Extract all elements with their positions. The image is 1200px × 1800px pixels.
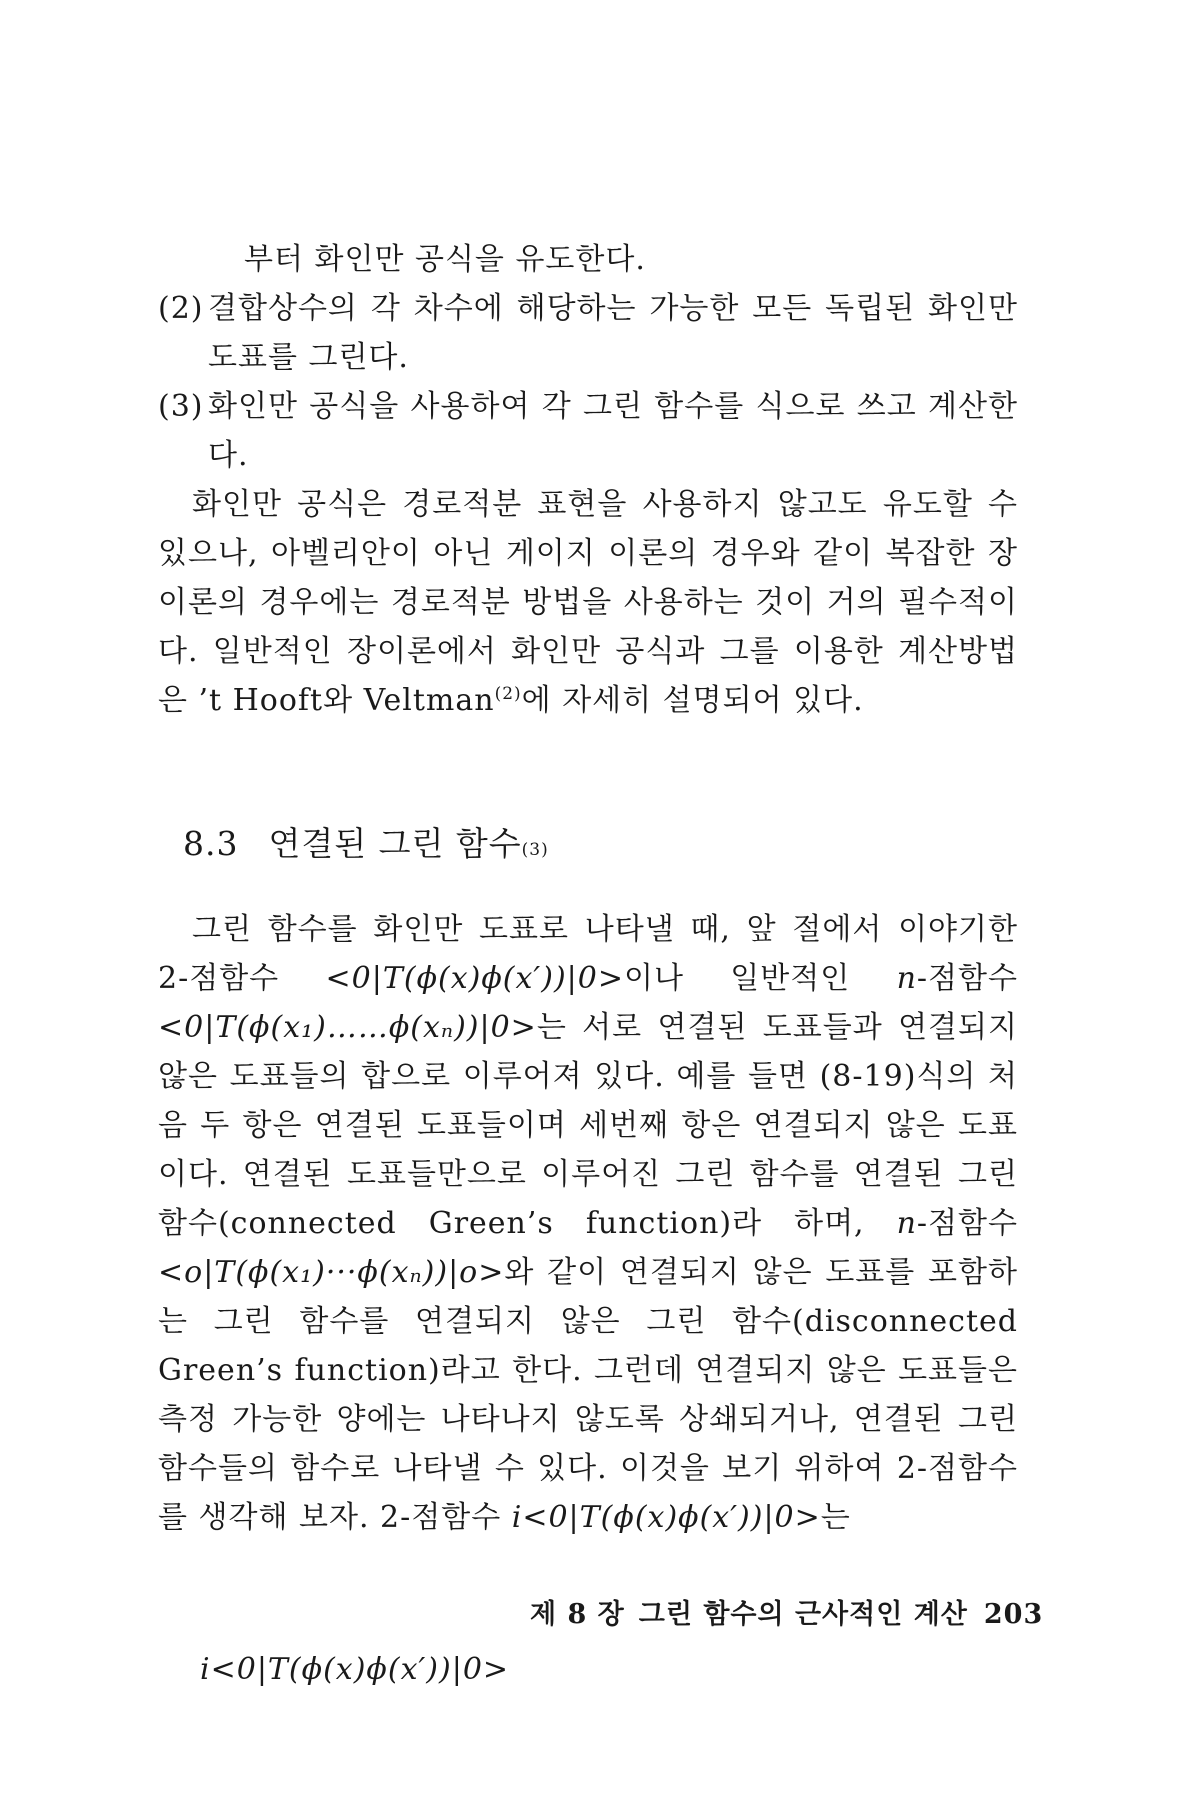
paragraph-connected-green-function (158, 905, 1018, 1542)
page-footer (530, 1592, 1044, 1631)
list-item-number: (2) (158, 291, 204, 326)
math-expression: <0|T(ϕ(x)ϕ(x′))|0> (325, 961, 624, 996)
list-item-text: 화인만 공식을 사용하여 각 그린 함수를 식으로 쓰고 계산한다. (208, 389, 1018, 473)
text-run: -점함수 (916, 961, 1018, 996)
numbered-list (158, 235, 1018, 480)
text-run: 그린 함수를 화인만 도표로 나타낼 때, 앞 절에서 이야기한 2-점함수 (158, 912, 1018, 996)
section-title: 연결된 그린 함수 (268, 824, 522, 863)
text-run: 는 서로 연결된 도표들과 연결되지 않은 도표들의 합으로 이루어져 있다. 예를 들면 (8-19)식의 처음 두 항은 연결된 도표들이며 세번째 항은 연결되지 않은 도표이다. 연결된 도표들만으로 이루어진 그린 함수를 연결된 그린 함수(connected Green’s function)라 하며, (158, 1010, 1018, 1241)
list-item-text: 결합상수의 각 차수에 해당하는 가능한 모든 독립된 화인만 도표를 그린다. (208, 291, 1018, 375)
reference-superscript: (2) (494, 684, 522, 704)
text-run: -점함수 (916, 1206, 1018, 1241)
paragraph-text-tail: 에 자세히 설명되어 있다. (521, 683, 864, 718)
paragraph-feynman-rules (158, 480, 1018, 725)
math-variable: n (896, 1206, 917, 1241)
math-expression: <o|T(ϕ(x₁)···ϕ(xₙ))|o> (158, 1255, 505, 1290)
text-run: 는 (820, 1500, 851, 1535)
footer-chapter-title: 그린 함수의 근사적인 계산 (638, 1599, 968, 1630)
text-run: 이나 일반적인 (623, 961, 897, 996)
page-number: 203 (983, 1599, 1044, 1630)
list-continuation: 부터 화인만 공식을 유도한다. (244, 242, 646, 277)
text-run: 와 같이 연결되지 않은 도표를 포함하는 그린 함수를 연결되지 않은 그린 함수(disconnected Green’s function)라고 한다. 그런데 연결되지 않은 도표들은 측정 가능한 양에는 나타나지 않도록 상쇄되거나, 연결된 그린 함수들의 함수로 나타낼 수 있다. 이것을 보기 위하여 2-점함수를 생각해 보자. 2-점함수 (158, 1255, 1018, 1535)
list-item (158, 284, 1018, 382)
footer-chapter: 제 8 장 (530, 1599, 625, 1630)
list-item-number: (3) (158, 389, 204, 424)
section-heading: 8.3 연결된 그린 함수 (3) (183, 818, 549, 865)
math-expression: i<0|T(ϕ(x)ϕ(x′))|0> (511, 1500, 821, 1535)
list-item (158, 382, 1018, 480)
math-variable: n (896, 961, 917, 996)
math-expression: <0|T(ϕ(x₁)……ϕ(xₙ))|0> (158, 1010, 537, 1045)
display-equation: i<0|T(ϕ(x)ϕ(x′))|0> (200, 1652, 510, 1687)
section-number: 8.3 (183, 824, 239, 863)
paragraph-text: 화인만 공식은 경로적분 표현을 사용하지 않고도 유도할 수 있으나, 아벨리안이 아닌 게이지 이론의 경우와 같이 복잡한 장이론의 경우에는 경로적분 방법을 사용하는 것이 거의 필수적이다. 일반적인 장이론에서 화인만 공식과 그를 이용한 계산방법은 ’t Hooft와 Veltman (158, 487, 1018, 718)
